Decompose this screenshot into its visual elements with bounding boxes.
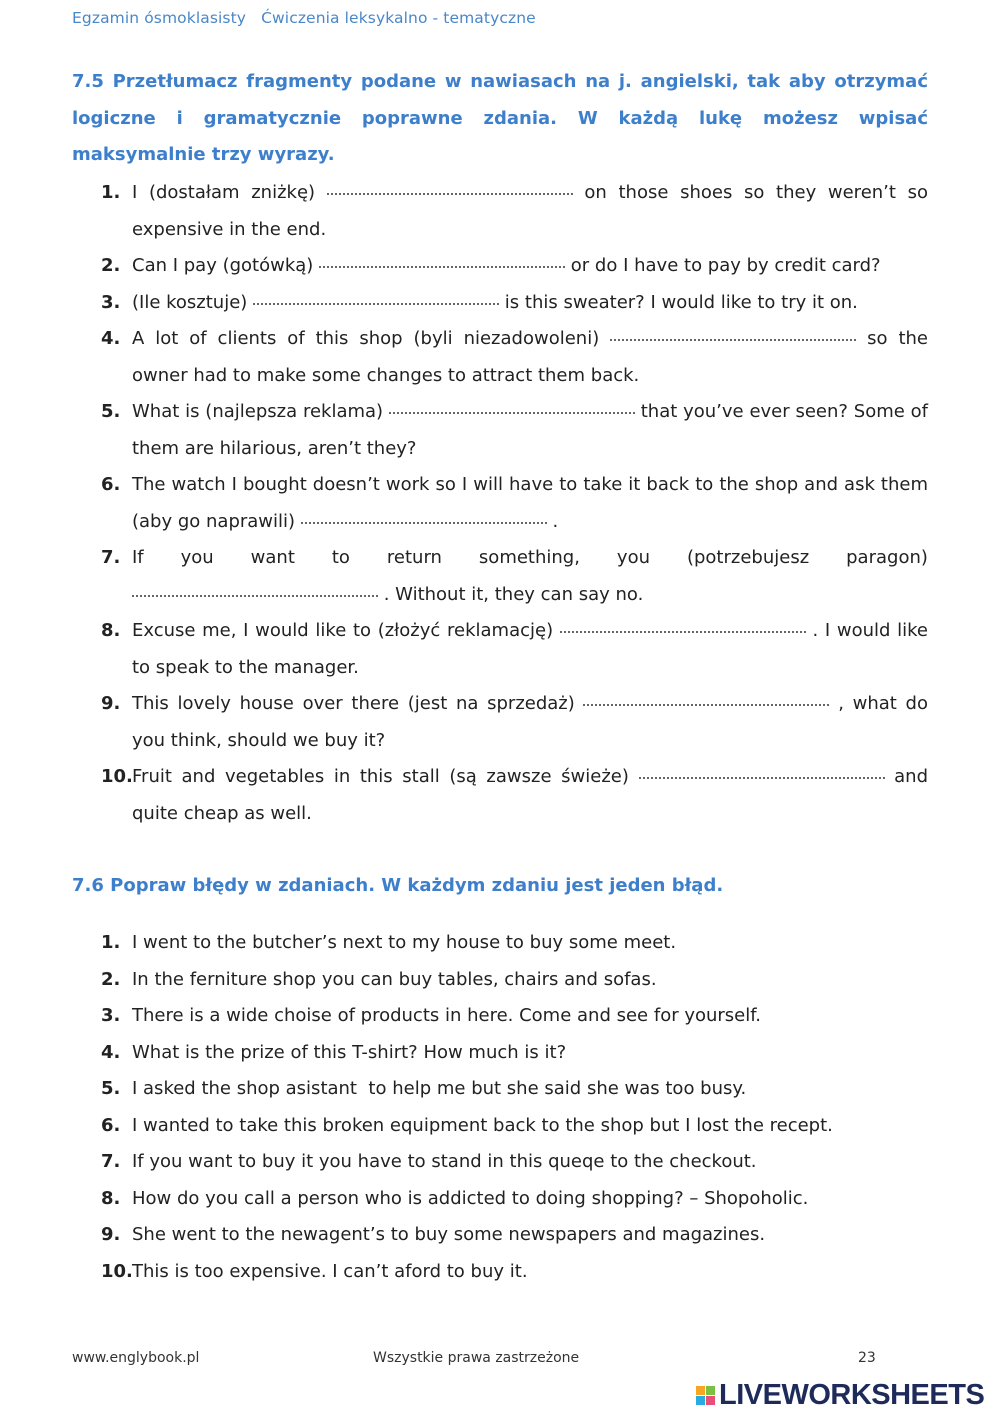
section-7-6-title: 7.6 Popraw błędy w zdaniach. W każdym zdaniu jest jeden błąd. [72,875,724,896]
item-number: 3. [101,1005,121,1026]
item-number: 9. [101,1224,121,1245]
item-word: return [386,547,442,568]
item-text-before: Fruit and vegetables in this stall (są zawsze świeże) [132,766,629,787]
item-sentence: I asked the shop asistant to help me but she said she was too busy. [132,1078,747,1099]
list-item [72,1144,928,1181]
item-text-before: A lot of clients of this shop (byli niezadowoleni) [132,328,600,349]
item-number: 8. [101,620,121,641]
item-sentence: She went to the newagent’s to buy some newspapers and magazines. [132,1224,766,1245]
item-text-before: The watch I bought doesn’t work so I will have to take it back to the shop and ask them (aby go naprawili) [132,474,928,532]
item-sentence: I wanted to take this broken equipment back to the shop but I lost the recept. [132,1114,833,1136]
item-text-before: What is (najlepsza reklama) [132,401,384,422]
list-item [72,1035,928,1072]
answer-gap[interactable] [639,767,885,779]
list-item [72,1254,928,1291]
item-number: 10. [101,1260,133,1282]
answer-gap[interactable] [327,183,573,195]
item-number: 8. [101,1187,121,1209]
list-item [72,686,928,759]
item-sentence: If you want to buy it you have to stand in this queqe to the checkout. [132,1151,757,1172]
item-number: 5. [101,1078,121,1099]
item-text-after: or do I have to pay by credit card? [570,255,881,276]
item-number: 5. [101,401,121,422]
item-word: paragon) [846,547,928,568]
list-item [72,925,928,962]
item-sentence: This is too expensive. I can’t aford to buy it. [132,1260,528,1282]
liveworksheets-logo-icon [696,1386,715,1405]
item-word: If [132,547,144,568]
item-word: you [616,547,650,568]
item-text-after: that you’ve ever seen? Some of them are hilarious, aren’t they? [132,401,928,459]
list-item [72,175,928,248]
item-number: 6. [101,474,121,495]
item-7-first-line [132,540,928,577]
footer-rights: Wszystkie prawa zastrzeżone [373,1350,580,1366]
item-number: 7. [101,547,121,568]
item-number: 1. [101,182,121,203]
list-item [72,613,928,686]
item-text-after: and quite cheap as well. [132,766,928,824]
answer-gap[interactable] [583,694,829,706]
list-item [72,467,928,540]
item-word: something, [478,547,580,568]
item-sentence: In the ferniture shop you can buy tables, chairs and sofas. [132,968,657,990]
item-text-after: on those shoes so they weren’t so expensive in the end. [132,182,928,240]
item-number: 9. [101,693,121,714]
item-number: 1. [101,932,121,953]
list-item [72,248,928,285]
answer-gap[interactable] [389,402,635,414]
list-item [72,998,928,1035]
item-number: 4. [101,1041,121,1063]
item-text-before: I (dostałam zniżkę) [132,182,316,203]
item-text-after: , what do you think, should we buy it? [132,693,928,751]
page-header [72,9,536,27]
item-text-after: so the owner had to make some changes to attract them back. [132,328,928,386]
header-exam-label: Egzamin ósmoklasisty [72,9,247,27]
item-number: 4. [101,328,121,349]
list-item [72,394,928,467]
item-sentence: How do you call a person who is addicted to doing shopping? – Shopoholic. [132,1187,809,1209]
footer-website[interactable]: www.englybook.pl [72,1350,200,1366]
list-item [72,759,928,832]
item-sentence: I went to the butcher’s next to my house to buy some meet. [132,932,677,953]
list-item [72,962,928,999]
item-number: 10. [101,766,133,787]
answer-gap[interactable] [301,512,547,524]
section-7-5-title: 7.5 Przetłumacz fragmenty podane w nawiasach na j. angielski, tak aby otrzymać logiczne i gramatycznie poprawne zdania. W każdą lukę możesz wpisać maksymalnie trzy wyrazy. [72,71,928,165]
item-text-after: . I would like to speak to the manager. [132,620,928,678]
footer-page-number: 23 [858,1350,876,1366]
item-number: 2. [101,255,121,276]
list-item [72,1108,928,1145]
item-word: to [331,547,350,568]
item-number: 3. [101,291,121,313]
item-text-before: This lovely house over there (jest na sprzedaż) [132,693,575,714]
answer-gap[interactable] [319,256,565,268]
item-text-before: (Ile kosztuje) [132,291,248,313]
item-word: want [250,547,295,568]
answer-gap[interactable] [610,329,856,341]
item-word: (potrzebujesz [686,547,810,568]
item-number: 7. [101,1151,121,1172]
list-item [72,285,928,322]
item-number: 6. [101,1114,121,1136]
item-text-before: Can I pay (gotówką) [132,255,314,276]
item-number: 2. [101,968,121,990]
item-text-after: is this sweater? I would like to try it on. [504,291,858,313]
answer-gap[interactable] [253,293,499,305]
item-text-after: . Without it, they can say no. [383,583,644,605]
list-item [72,1217,928,1254]
item-text-before: Excuse me, I would like to (złożyć reklamację) [132,620,554,641]
header-exercise-label: Ćwiczenia leksykalno - tematyczne [261,9,536,27]
section-7-5-list [72,175,928,832]
item-text-after: . [552,510,559,532]
item-sentence: There is a wide choise of products in here. Come and see for yourself. [132,1005,761,1026]
liveworksheets-watermark [696,1380,984,1410]
item-word: you [180,547,214,568]
item-sentence: What is the prize of this T-shirt? How much is it? [132,1041,567,1063]
list-item [72,540,928,613]
list-item [72,321,928,394]
section-7-6-list [72,925,928,1290]
answer-gap[interactable] [132,585,378,597]
list-item [72,1181,928,1218]
list-item [72,1071,928,1108]
liveworksheets-wordmark: LIVEWORKSHEETS [719,1378,985,1411]
answer-gap[interactable] [560,621,806,633]
